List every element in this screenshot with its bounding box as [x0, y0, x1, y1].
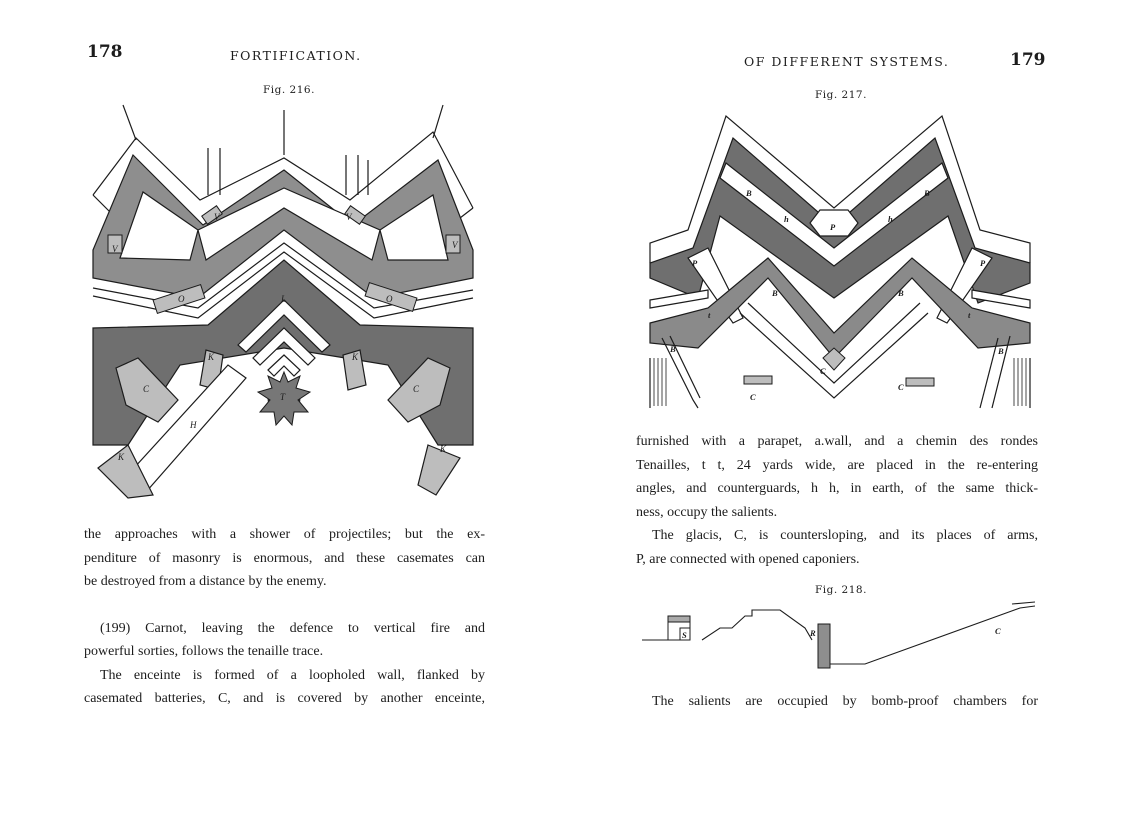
text-line: P, are connected with opened caponiers.: [636, 551, 860, 567]
text-line: penditure of masonry is enormous, and these casemates can: [84, 550, 485, 566]
fig217-label: P: [692, 258, 698, 268]
running-head-left: FORTIFICATION.: [230, 48, 362, 63]
fig217-label: P: [980, 258, 986, 268]
figure-216-fortification-plan: [88, 100, 488, 510]
fig216-label: V: [214, 212, 220, 222]
fig216-label: K: [118, 452, 125, 462]
text-line: The enceinte is formed of a loopholed wall, flanked by: [100, 667, 485, 683]
fig218-label: C: [995, 626, 1001, 636]
fig218-label: R: [810, 628, 816, 638]
fig217-label: C: [750, 392, 756, 402]
page-number-left: 178: [87, 42, 123, 62]
fig217-label: h: [888, 214, 893, 224]
fig216-label: K: [440, 444, 447, 454]
figure-217-fortification-plan: [648, 108, 1032, 410]
fig216-label: V: [452, 240, 458, 250]
fig216-label: O: [178, 294, 185, 304]
text-line: The glacis, C, is countersloping, and its places of arms,: [652, 528, 1038, 543]
fig216-label: K: [352, 352, 359, 362]
text-line: powerful sorties, follows the tenaille trace.: [84, 644, 324, 659]
fig217-label: C: [820, 366, 826, 376]
fig216-label: T: [280, 392, 286, 402]
figure-216-caption: Fig. 216.: [263, 84, 315, 96]
page-number-right: 179: [1010, 50, 1046, 70]
text-line: (199) Carnot, leaving the defence to vertical fire and: [100, 620, 485, 636]
fig216-label: C: [413, 384, 420, 394]
left-page-text: [84, 523, 485, 711]
text-line: be destroyed from a distance by the enemy.: [84, 574, 327, 589]
fig216-label: O: [386, 294, 393, 304]
right-page-text-1: [636, 430, 1038, 571]
text-line: angles, and counterguards, h h, in earth, of the same thick-: [636, 481, 1038, 496]
fig217-label: t: [968, 310, 971, 320]
fig217-label: t: [708, 310, 711, 320]
fig217-label: B: [998, 346, 1004, 356]
fig217-label: B: [898, 288, 904, 298]
fig216-label: K: [208, 352, 215, 362]
text-line: The salients are occupied by bomb-proof chambers for: [652, 694, 1038, 709]
fig217-label: C: [898, 382, 904, 392]
text-line: Tenailles, t t, 24 yards wide, are placed in the re-entering: [636, 457, 1038, 473]
fig216-label: V: [112, 244, 118, 254]
text-line: casemated batteries, C, and is covered by another enceinte,: [84, 691, 485, 706]
figure-218-caption: Fig. 218.: [815, 584, 867, 596]
fig218-label: S: [682, 630, 687, 640]
right-page-text-2: [636, 690, 1038, 714]
fig216-label: L: [281, 294, 287, 304]
fig217-label: B: [670, 344, 676, 354]
fig217-label: B: [746, 188, 752, 198]
figure-217-caption: Fig. 217.: [815, 89, 867, 101]
fig217-label: B: [772, 288, 778, 298]
text-line: ness, occupy the salients.: [636, 504, 778, 520]
fig217-label: P: [830, 222, 836, 232]
fig216-label: H: [190, 420, 197, 430]
fig217-label: h: [784, 214, 789, 224]
text-line: furnished with a parapet, a.wall, and a chemin des rondes: [636, 434, 1038, 449]
figure-218-profile: [640, 598, 1035, 673]
fig216-label: V: [346, 212, 352, 222]
fig217-label: B: [924, 188, 930, 198]
escarp-wall: [818, 624, 830, 668]
text-line: the approaches with a shower of projectiles; but the ex-: [84, 527, 485, 542]
running-head-right: OF DIFFERENT SYSTEMS.: [744, 54, 950, 69]
fig216-label: C: [143, 384, 150, 394]
